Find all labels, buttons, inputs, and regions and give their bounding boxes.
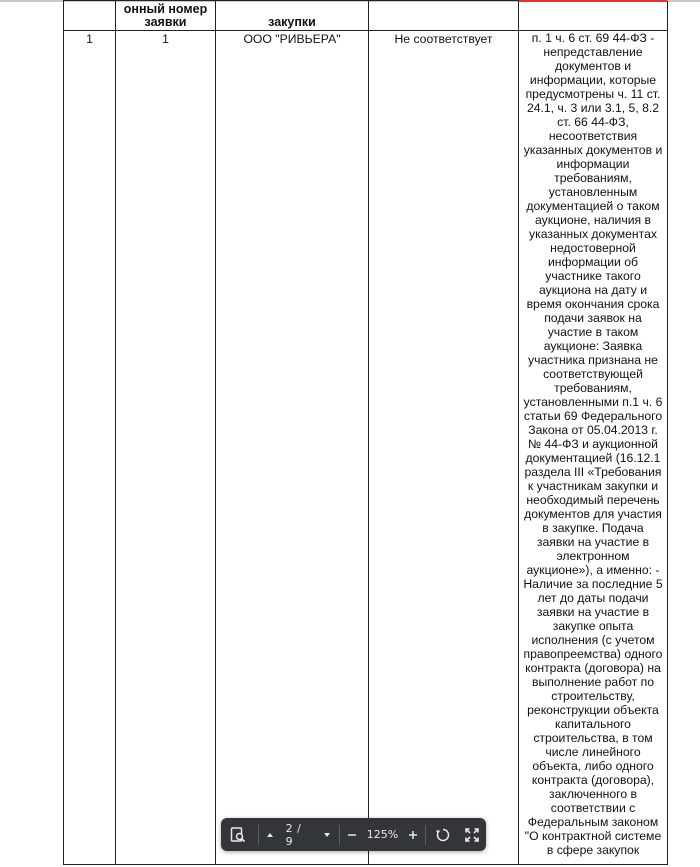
caret-up-icon — [266, 832, 274, 838]
table-header-row — [64, 1, 668, 31]
zoom-out-button[interactable] — [342, 818, 363, 851]
fit-to-page-button[interactable] — [457, 818, 486, 851]
rotate-button[interactable] — [428, 818, 457, 851]
toolbar-divider — [425, 825, 426, 845]
header-cell-number — [64, 1, 116, 31]
toolbar-divider — [339, 825, 340, 845]
search-page-icon — [230, 827, 246, 843]
plus-icon — [408, 830, 418, 840]
header-cell-status — [369, 1, 519, 31]
find-in-page-button[interactable] — [221, 818, 256, 851]
header-highlight-mark — [519, 0, 667, 2]
next-page-button[interactable] — [318, 818, 337, 851]
results-table — [63, 0, 668, 865]
caret-down-icon — [323, 832, 331, 838]
rotate-icon — [435, 827, 451, 843]
zoom-in-button[interactable] — [402, 818, 423, 851]
pdf-viewer-toolbar — [221, 818, 486, 851]
cell-row-number: 1 — [64, 31, 116, 865]
previous-page-button[interactable] — [261, 818, 280, 851]
page-indicator[interactable]: 2 / 9 — [285, 821, 302, 848]
cell-rejection-reason: п. 1 ч. 6 ст. 69 44-ФЗ - непредставление документов и информации, которые предусмотрены ч. 11 ст. 24.1, ч. 3 или 3.1, 5, 8.2 ст. 66 44-ФЗ, несоответствия указанных документов и информации требованиям, установленным документацией о таком аукционе, наличия в указанных документах недостоверной информации об участнике такого аукциона на дату и время окончания срока подачи заявок на участие в таком аукционе: Заявка участника признана не соответствующей требованиям, установленными п.1 ч. 6 статьи 69 Федерального Закона от 05.04.2013 г. № 44-ФЗ и аукционной документацией (16.12.1 раздела III «Требования к участникам закупки и необходимый перечень документов для участия в закупке. Подача заявки на участие в электронном аукционе»), а именно: - Наличие за последние 5 лет до даты подачи заявки на участие в закупке опыта исполнения (с учетом правопреемства) одного контракта (договора) на выполнение работ по строительству, реконструкции объекта капитального строительства, в том числе линейного объекта, либо одного контракта (договора), заключенного в соответствии с Федеральным законом "О контрактной системе в сфере закупок — [519, 31, 668, 865]
cell-status: Не соответствует — [369, 31, 519, 865]
toolbar-divider — [258, 825, 259, 845]
cell-application-number: 1 — [116, 31, 216, 865]
page-navigation — [261, 818, 337, 851]
table-row — [64, 31, 668, 865]
zoom-level[interactable]: 125% — [366, 828, 399, 841]
minus-icon — [347, 830, 357, 840]
header-cell-participant: закупки — [216, 1, 369, 31]
fit-screen-icon — [464, 827, 480, 843]
cell-participant-name: ООО "РИВЬЕРА" — [216, 31, 369, 865]
header-cell-reason — [519, 1, 668, 31]
header-cell-application-number: онный номер заявки — [116, 1, 216, 31]
